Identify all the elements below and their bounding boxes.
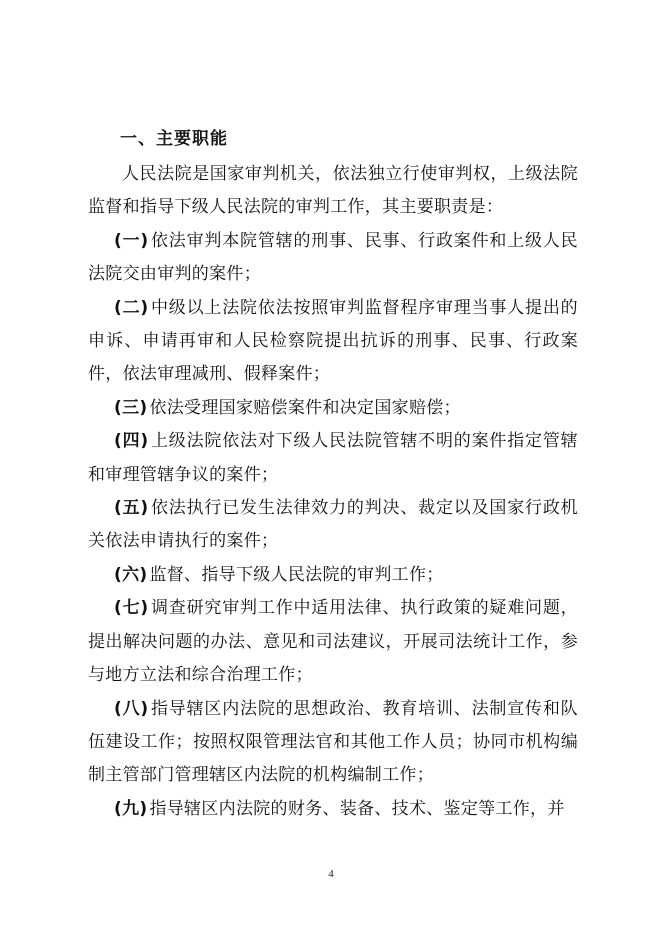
duty-item-5 xyxy=(88,492,578,559)
duty-number: (六) xyxy=(114,564,148,585)
duty-text: 依法执行已发生法律效力的判决、裁定以及国家行政机关依法申请执行的案件； xyxy=(88,498,578,552)
duty-item-2 xyxy=(88,292,578,392)
duty-text: 监督、指导下级人民法院的审判工作； xyxy=(149,564,444,585)
duty-number: (八) xyxy=(114,698,149,719)
duty-text: 指导辖区内法院的财务、装备、技术、鉴定等工作，并 xyxy=(149,798,565,819)
duty-item-8 xyxy=(88,693,578,793)
section-body xyxy=(88,158,578,826)
duty-text: 依法审判本院管辖的刑事、民事、行政案件和上级人民法院交由审判的案件； xyxy=(88,230,578,285)
duty-number: (五) xyxy=(114,498,149,519)
duty-item-3 xyxy=(88,392,578,425)
duty-text: 上级法院依法对下级人民法院管辖不明的案件指定管辖和审理管辖争议的案件； xyxy=(88,431,578,485)
duty-text: 中级以上法院依法按照审判监督程序审理当事人提出的申诉、申请再审和人民检察院提出抗诉的刑事、民事、行政案件，依法审理减刑、假释案件； xyxy=(88,297,578,385)
duty-number: (二) xyxy=(114,297,149,318)
duty-item-1 xyxy=(88,225,578,292)
duty-item-7 xyxy=(88,592,578,692)
duty-text: 调查研究审判工作中适用法律、执行政策的疑难问题，提出解决问题的办法、意见和司法建议，开展司法统计工作，参与地方立法和综合治理工作； xyxy=(88,598,578,686)
page-number: 4 xyxy=(328,868,334,880)
duty-number: (七) xyxy=(114,598,149,619)
duty-item-9 xyxy=(88,793,578,826)
duty-text: 指导辖区内法院的思想政治、教育培训、法制宣传和队伍建设工作；按照权限管理法官和其他工作人员；协同市机构编制主管部门管理辖区内法院的机构编制工作； xyxy=(88,698,578,786)
duty-number: (一) xyxy=(114,230,149,251)
duty-item-6 xyxy=(88,559,578,592)
duty-number: (四) xyxy=(114,431,149,452)
duty-text: 依法受理国家赔偿案件和决定国家赔偿； xyxy=(149,397,461,418)
intro-paragraph: 人民法院是国家审判机关，依法独立行使审判权，上级法院监督和指导下级人民法院的审判工作，其主要职责是： xyxy=(88,164,578,218)
duty-item-4 xyxy=(88,425,578,492)
duty-number: (三) xyxy=(114,397,148,418)
duty-number: (九) xyxy=(114,798,148,819)
section-heading: 一、主要职能 xyxy=(120,129,228,149)
